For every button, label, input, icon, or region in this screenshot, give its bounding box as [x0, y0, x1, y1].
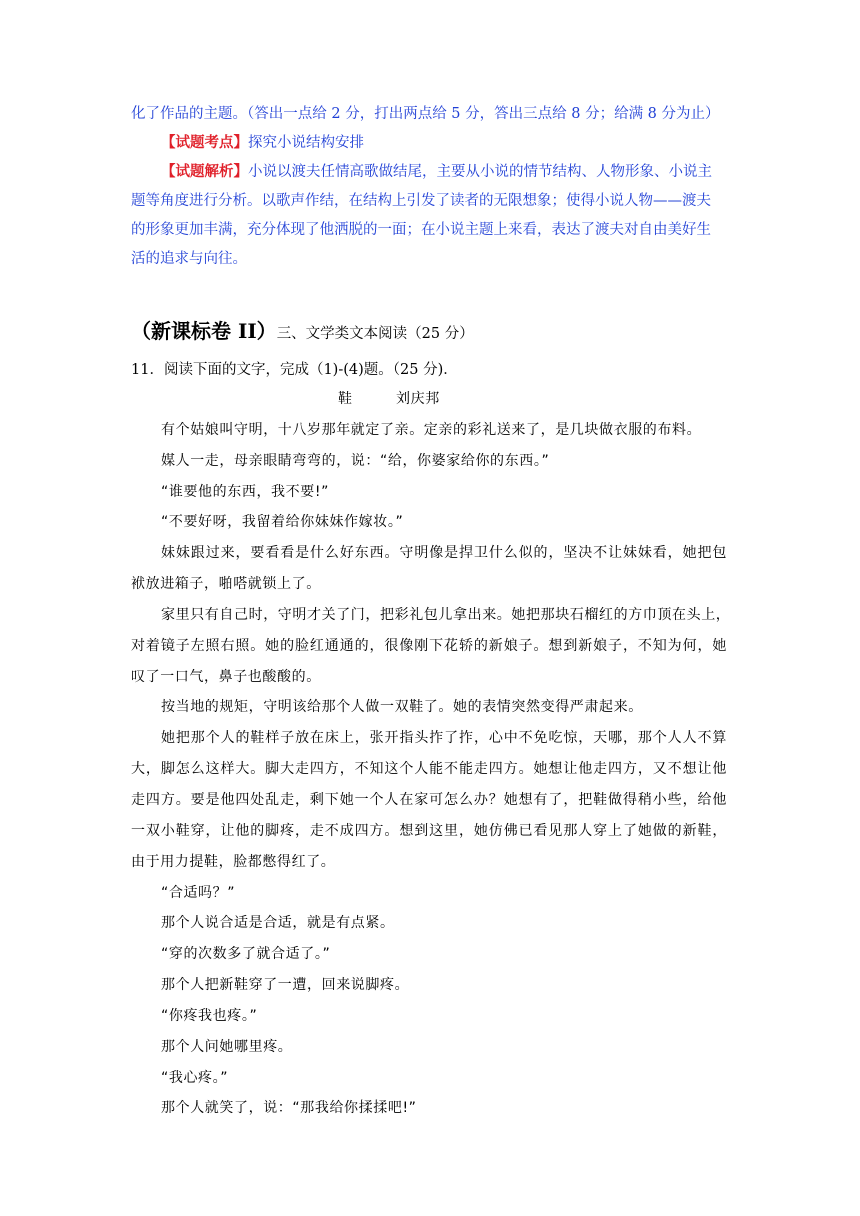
jiexi-row: [161, 162, 712, 182]
jiexi-text-line1: 小说以渡夫任情高歌做结尾，主要从小说的情节结构、人物形象、小说主: [248, 164, 712, 180]
section-heading: [131, 318, 474, 347]
story-paragraph: 妹妹跟过来，要看看是什么好东西。守明像是捍卫什么似的，坚决不让妹妹看，她把包: [161, 545, 727, 561]
story-paragraph: 有个姑娘叫守明，十八岁那年就定了亲。定亲的彩礼送来了，是几块做衣服的布料。: [161, 422, 702, 438]
story-paragraph: 媒人一走，母亲眼睛弯弯的，说：“给，你婆家给你的东西。”: [161, 453, 550, 469]
story-paragraph: “我心疼。”: [161, 1070, 229, 1086]
section-subtitle: 三、文学类文本阅读（25 分）: [276, 326, 474, 342]
story-paragraph: 那个人问她哪里疼。: [161, 1039, 293, 1055]
story-paragraph-cont: 大，脚怎么这样大。脚大走四方，不知这个人能不能走四方。她想让他走四方，又不想让他: [131, 761, 727, 777]
story-paragraph-cont: 叹了一口气，鼻子也酸酸的。: [131, 669, 321, 685]
story-paragraph: 那个人就笑了，说：“那我给你揉揉吧!”: [161, 1100, 417, 1116]
story-title: 鞋: [338, 391, 353, 407]
story-paragraph-cont: 由于用力提鞋，脸都憋得红了。: [131, 854, 336, 870]
question-prompt: 11．阅读下面的文字，完成（1)-(4)题。（25 分)．: [131, 362, 458, 378]
story-paragraph-cont: 走四方。要是他四处乱走，剩下她一个人在家可怎么办？她想有了，把鞋做得稍小些，给他: [131, 792, 727, 808]
story-paragraph: 家里只有自己时，守明才关了门，把彩礼包儿拿出来。她把那块石榴红的方巾顶在头上，: [161, 607, 731, 623]
jiexi-text-line3: 的形象更加丰满，充分体现了他洒脱的一面；在小说主题上来看，表达了渡夫对自由美好生: [131, 222, 711, 238]
kaodian-text: 探究小说结构安排: [248, 135, 364, 151]
jiexi-label: 【试题解析】: [161, 163, 248, 180]
story-paragraph-cont: 袱放进箱子，啪嗒就锁上了。: [131, 576, 321, 592]
kaodian-label: 【试题考点】: [161, 134, 248, 151]
story-paragraph: “穿的次数多了就合适了。”: [161, 946, 331, 962]
kaodian-row: [161, 133, 364, 153]
jiexi-text-line4: 活的追求与向往。: [131, 251, 247, 267]
story-paragraph: 那个人把新鞋穿了一遭，回来说脚疼。: [161, 977, 410, 993]
story-paragraph: 她把那个人的鞋样子放在床上，张开指头拃了拃，心中不免吃惊，天哪，那个人人不算: [161, 730, 727, 746]
jiexi-text-line2: 题等角度进行分析。以歌声作结，在结构上引发了读者的无限想象；使得小说人物——渡夫: [131, 193, 711, 209]
story-author: 刘庆邦: [396, 391, 440, 407]
story-paragraph: 按当地的规矩，守明该给那个人做一双鞋了。她的表情突然变得严肃起来。: [161, 699, 643, 715]
answer-scoring-line: 化了作品的主题。（答出一点给 2 分，打出两点给 5 分，答出三点给 8 分；给满 8 分为止）: [131, 106, 720, 122]
story-paragraph: “不要好呀，我留着给你妹妹作嫁妆。”: [161, 514, 404, 530]
story-paragraph-cont: 一双小鞋穿，让他的脚疼，走不成四方。想到这里，她仿佛已看见那人穿上了她做的新鞋，: [131, 823, 727, 839]
story-paragraph: “谁要他的东西，我不要!”: [161, 484, 329, 500]
story-paragraph: “你疼我也疼。”: [161, 1008, 258, 1024]
story-paragraph-cont: 对着镜子左照右照。她的脸红通通的，很像刚下花轿的新娘子。想到新娘子，不知为何，她: [131, 638, 727, 654]
story-paragraph: “合适吗？”: [161, 885, 236, 901]
story-paragraph: 那个人说合适是合适，就是有点紧。: [161, 915, 395, 931]
section-title: （新课标卷 II）: [131, 319, 277, 343]
